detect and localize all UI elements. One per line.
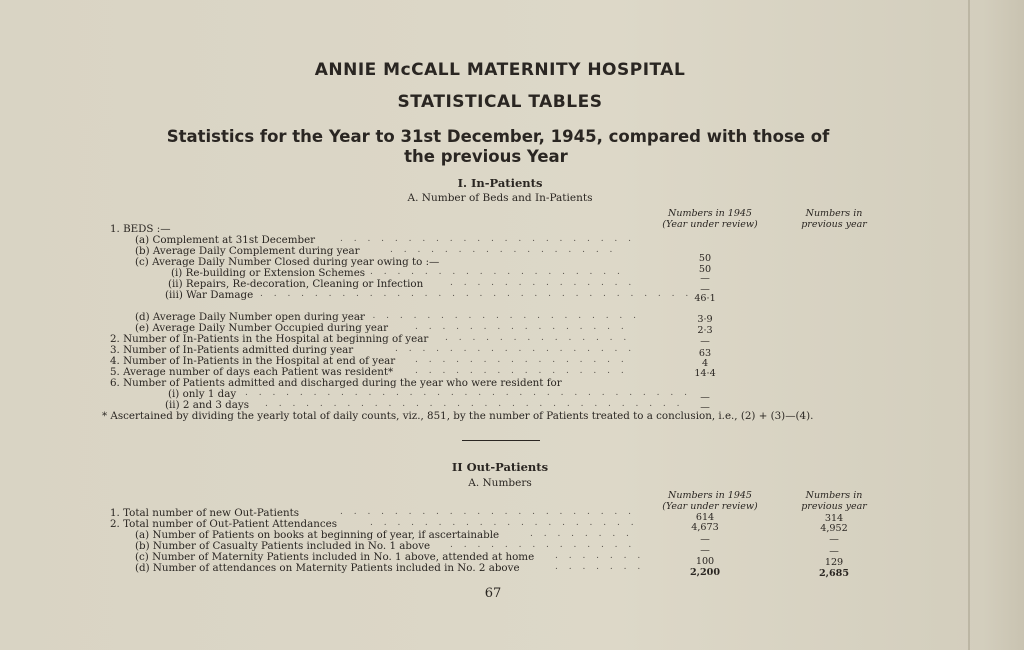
section-divider xyxy=(462,440,540,441)
inpatients-section-title: I. In-Patients xyxy=(457,176,543,190)
tables-title: STATISTICAL TABLES xyxy=(397,92,603,112)
leader-dots: . . . . . . . . . . . . . . . . xyxy=(415,355,628,365)
table-cell-review: 2·3 xyxy=(697,325,713,336)
leader-dots: . . . . . . . . . . . . . . . . . . . . xyxy=(370,518,638,528)
outpatients-section-title: II Out-Patients xyxy=(451,460,549,474)
leader-dots: . . . . . . . . . . . . . . . . . . xyxy=(395,344,636,354)
table-cell-prev: — xyxy=(829,534,839,545)
table-row-label: 1. BEDS :— xyxy=(110,223,171,235)
table-cell-review: 4 xyxy=(701,358,709,369)
inpatients-col-prev-header xyxy=(786,208,882,230)
table-row-label: (ii) 2 and 3 days xyxy=(165,399,250,411)
leader-dots: . . . . . . . . . . . . . . xyxy=(450,540,636,550)
table-cell-review: 614 xyxy=(695,512,715,523)
table-row-label: 2. Number of In-Patients in the Hospital at beginning of year xyxy=(110,333,429,345)
table-cell-review: — xyxy=(700,336,710,347)
table-cell-review: 50 xyxy=(698,253,712,264)
hospital-title: ANNIE McCALL MATERNITY HOSPITAL xyxy=(314,60,686,80)
table-cell-prev: — xyxy=(829,546,839,557)
table-row-label: 3. Number of In-Patients admitted during year xyxy=(110,344,354,356)
table-cell-prev: 314 xyxy=(824,513,844,524)
table-row-label: (b) Number of Casualty Patients included in No. 1 above xyxy=(135,540,431,552)
table-cell-review: 46·1 xyxy=(694,293,716,304)
col-prev-line-2: previous year xyxy=(801,501,867,512)
leader-dots: . . . . . . . xyxy=(555,562,645,572)
table-cell-review: 14·4 xyxy=(694,368,716,379)
table-row-label: (i) Re-building or Extension Schemes xyxy=(171,267,366,279)
leader-dots: . . . . . . . . . . . . . . . . . . . . . . . . . . . . . . . xyxy=(265,399,684,409)
table-cell-review: 3·9 xyxy=(697,314,713,325)
table-cell-review: — xyxy=(700,402,710,413)
table-row-label: (a) Complement at 31st December xyxy=(135,234,316,246)
table-row-label: (iii) War Damage xyxy=(165,289,254,301)
outpatients-col-prev-header xyxy=(786,490,882,512)
table-row-label: (ii) Repairs, Re-decoration, Cleaning or Infection xyxy=(168,278,424,290)
col-prev-line-2: previous year xyxy=(801,219,867,230)
col-review-line-2: (Year under review) xyxy=(662,501,758,512)
table-row-label: 2. Total number of Out-Patient Attendances xyxy=(110,518,338,530)
table-row-label: 4. Number of In-Patients in the Hospital at end of year xyxy=(110,355,396,367)
leader-dots: . . . . . . . . . . . . . . . . . . . . . . . . . . . . . . . . . xyxy=(245,388,691,398)
leader-dots: . . . . . . . . . . . . . . . . xyxy=(415,322,628,332)
table-row-label: (c) Number of Maternity Patients included in No. 1 above, attended at home xyxy=(135,551,535,563)
table-row-label: (d) Number of attendances on Maternity Patients included in No. 2 above xyxy=(135,562,520,574)
table-cell-review: 50 xyxy=(698,264,712,275)
col-prev-line-1: Numbers in xyxy=(805,490,863,501)
table-row-label: 1. Total number of new Out-Patients xyxy=(110,507,300,519)
table-cell-review: — xyxy=(700,545,710,556)
table-cell-review: — xyxy=(700,273,710,284)
col-prev-line-1: Numbers in xyxy=(805,208,863,219)
leader-dots: . . . . . . . . . . . . . . . . . . . . . . xyxy=(345,311,641,321)
leader-dots: . . . . . . . . . . . . . . xyxy=(445,333,631,343)
statement-line-2: the previous Year xyxy=(404,147,568,166)
table-row-label: (i) only 1 day xyxy=(168,388,237,400)
leader-dots: . . . . . . . . xyxy=(530,529,633,539)
footnote: * Ascertained by dividing the yearly total of daily counts, viz., 851, by the number of Patients treated to a conclusion, i.e., (2) + (3)—(4). xyxy=(102,410,814,422)
inpatients-col-review-header xyxy=(660,208,760,230)
leader-dots: . . . . . . . . . . . . . . . . . xyxy=(390,245,617,255)
table-row-label: (a) Number of Patients on books at beginning of year, if ascertainable xyxy=(135,529,500,541)
table-row-label: (c) Average Daily Number Closed during year owing to :— xyxy=(135,256,440,268)
leader-dots: . . . . . . . . . . . . . . . . xyxy=(415,366,628,376)
table-cell-prev: 4,952 xyxy=(820,523,848,534)
table-cell-review: 4,673 xyxy=(691,522,719,533)
table-row-label: 5. Average number of days each Patient was resident* xyxy=(110,366,394,378)
table-row-label: (b) Average Daily Complement during year xyxy=(135,245,360,257)
table-cell-review: — xyxy=(700,392,710,403)
outpatients-col-review-header xyxy=(660,490,760,512)
leader-dots: . . . . . . . xyxy=(555,551,645,561)
table-row-label: (d) Average Daily Number open during year xyxy=(135,311,365,323)
leader-dots: . . . . . . . . . . . . . . . . . . . xyxy=(370,267,624,277)
col-review-line-1: Numbers in 1945 xyxy=(668,490,752,501)
table-row-label: (e) Average Daily Number Occupied during year xyxy=(135,322,389,334)
leader-dots: . . . . . . . . . . . . . . . . . . . . . . xyxy=(340,234,636,244)
statement-line-1: Statistics for the Year to 31st December, 1945, compared with those of xyxy=(166,127,830,146)
col-review-line-1: Numbers in 1945 xyxy=(668,208,752,219)
outpatients-subsection-title: A. Numbers xyxy=(468,477,532,489)
table-cell-review: — xyxy=(700,284,710,295)
table-cell-review: — xyxy=(700,534,710,545)
table-cell-prev: 2,685 xyxy=(818,568,850,579)
leader-dots: . . . . . . . . . . . . . . xyxy=(450,278,636,288)
page-number: 67 xyxy=(484,586,502,601)
table-cell-review: 2,200 xyxy=(689,567,721,578)
table-row-label: 6. Number of Patients admitted and discharged during the year who were resident for xyxy=(110,377,562,389)
table-cell-prev: 129 xyxy=(824,557,844,568)
table-cell-review: 100 xyxy=(695,556,715,567)
leader-dots: . . . . . . . . . . . . . . . . . . . . . . . . . . . . . . . . xyxy=(260,289,693,299)
leader-dots: . . . . . . . . . . . . . . . . . . . . . . xyxy=(340,507,636,517)
inpatients-subsection-title: A. Number of Beds and In-Patients xyxy=(407,192,593,204)
table-cell-review: 63 xyxy=(698,348,712,359)
col-review-line-2: (Year under review) xyxy=(662,219,758,230)
